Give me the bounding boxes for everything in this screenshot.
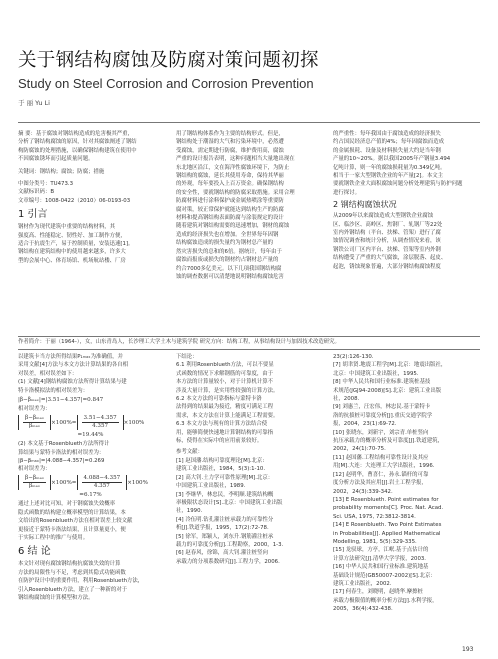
body-line: 进行探讨。: [333, 189, 360, 196]
paper-title-cn: 关于钢结构腐蚀及防腐对策问题初探: [18, 50, 319, 71]
author-divider-top: [18, 336, 480, 337]
body-line: 相当于一家大型钢铁企业的年产量[2]。本文主: [333, 173, 444, 180]
reference-item: probability moments[C]. Proc. Nat. Acad.: [333, 505, 444, 512]
reference-item: 度分析方法及其应用[J].岩土工程学报，: [333, 480, 427, 487]
body-line: 用，能够简便快速地计算钢结构的可靠指: [176, 429, 274, 436]
body-line: 钢结构处于潮湿的大气和污染环境中，必然遭: [176, 139, 284, 146]
author-note: 作者简介：于丽（1964-），女，山东青岛人，长沙理工大学土木与建筑学院 研究方向：结构工程，从事结构设计与加固技术改造研究。: [18, 339, 340, 345]
reference-item: 载力的可靠度分析[J].工程勘察，2000，1-3.: [176, 541, 284, 548]
lower-column-3: [333, 353, 480, 643]
body-line: 相对误差为：: [18, 466, 51, 473]
document-code: 文献标识码：B: [18, 189, 55, 196]
reference-item: 用[M].大连：大连理工大学出版社，1996.: [333, 463, 435, 470]
intro-column-2: [176, 130, 321, 335]
body-line: 约占国民经济总产值的4%；每年因腐蚀而造成: [333, 139, 444, 146]
section-1-body: [18, 223, 163, 265]
body-line: 受腐蚀，需定期进行防腐，维护费用高，腐蚀: [176, 147, 284, 154]
body-line: 方法的局限性与不足，考虑到其隐式功能函数: [18, 569, 126, 576]
abstract-line: 分析了钢结构腐蚀的原因，针对其腐蚀阐述了钢结: [18, 139, 137, 146]
body-line: 约合7000多亿美元。以下几项我国钢结构腐: [176, 265, 282, 272]
author-line: 于 丽 Yu Li: [18, 99, 50, 107]
reference-item: [9] 刘惠兰，汪宏伟，林忠民.基于蒙特卡: [333, 404, 431, 411]
reference-item: 北京：中国建筑工业出版社，1995.: [333, 370, 419, 377]
keywords: 关键词：钢结构；腐蚀；防腐；措施: [18, 168, 105, 175]
formula-1-denominator: 4.357: [92, 422, 109, 429]
reference-item: [14] E Rosenblueth. Two Point Estimates: [333, 522, 442, 529]
page-number: 193: [462, 646, 474, 653]
reference-item: in Probabilities[J]. Applied Mathematical: [333, 530, 441, 537]
reference-item: Sci. USA, 1975, 72:3812-3814.: [333, 513, 416, 520]
lower-column-2: [176, 353, 321, 643]
body-line: 腐对策，较正常保护就能达到结构生产的防腐: [176, 206, 284, 213]
body-line: 更接近于蒙特卡洛法结果，且计算量更小，便: [18, 526, 126, 533]
reference-item: 2002，24(1):70-75.: [333, 446, 386, 453]
body-line: 式函数的情况下求解钢筋的可靠度，由于: [176, 370, 274, 377]
reference-item: 承载力的分项系数研究[J].工程力学，2006.: [176, 558, 280, 565]
references-list-2: [333, 353, 480, 614]
reference-item: [11] 赵国藩.工程结构可靠性设计及其应: [333, 454, 429, 461]
body-line: 起泡，锈蚀现象普遍，大部分钢结构腐蚀程度: [333, 263, 441, 270]
body-line: 钢材作为现代建筑中重要的结构材料，其: [18, 224, 116, 231]
reference-item: [16] 中华人民共和国行业标准.建筑地基: [333, 564, 429, 571]
header-divider: [18, 122, 480, 123]
reference-item: 率极限状态设计[S].北京：中国建筑工业出版: [176, 499, 283, 506]
reference-item: 基础设计规范(GB50007-2002)[S].北京：: [333, 572, 436, 579]
reference-item: [7] 胡聿贤.地震工程学[M].北京：地震出版社，: [333, 362, 447, 369]
author-divider-bottom: [18, 349, 480, 350]
abstract-line: 不因腐蚀锈坏而引起质量问题。: [18, 156, 94, 163]
formula-2: $\frac{\text{β−βₘₐₓ}}{\text{βₘₐₓ}}$ ×100%= $\frac{4.088-4.357}{4.357}$ ×100%: [18, 475, 163, 490]
reference-item: [17] 何春生，刘晓明，赵晓华.摩擦桩: [333, 589, 423, 596]
body-line: 东北地区沿江，文在海洋性腐蚀环境下，为防止: [176, 164, 290, 171]
body-line: (2) 本文基于Rosenblueth方法所得计: [18, 441, 110, 448]
references-list-1: [176, 457, 321, 566]
reference-item: [13] E Rosenblueth. Point estimates for: [333, 496, 439, 503]
body-line: 钢结构的腐蚀，延长其使用寿命，保持其华丽: [176, 173, 284, 180]
reference-item: 建筑工业出版社，2002.: [333, 580, 392, 587]
body-line: 于实际工程中的推广与使用。: [18, 534, 89, 541]
paper-title-en: Study on Steel Corrosion and Corrosion Prevention: [18, 76, 314, 91]
abstract-line: 摘 要：基于腐蚀对钢结构造成的危害极其严重，: [18, 131, 133, 137]
references-title: 参考文献：: [176, 449, 203, 456]
body-line: 引入Rosenblueth方法，建立了一种新的对于: [18, 586, 127, 593]
body-line: 然灾害损失的总和的6倍。据统计，每年由于: [176, 248, 282, 255]
body-line: 6.2 本文方法的可靠指标与蒙特卡洛: [176, 396, 262, 403]
section-1-title: 1 引言: [18, 209, 48, 221]
body-line: 结构遭受了严重的大气腐蚀，涂层脱落、起皮、: [333, 255, 447, 262]
body-line: 亿吨计算，则一年的腐蚀损耗量为0.349亿吨。: [333, 164, 446, 171]
body-line: 标，使得在实际中的应用前景较好。: [176, 438, 263, 445]
body-line: 产量的10~20%。据以我国2005年产钢量3.494: [333, 156, 451, 163]
body-line: 隐式函数的结构建立概率模型的计算结果，本: [18, 509, 126, 516]
reference-item: Modelling, 1981, 5(5):329-335.: [333, 538, 417, 545]
reference-item: [15] 龙驭球，方亭，江岷.基于点估计的: [333, 547, 429, 554]
body-line: 钢结构腐蚀的计算模型和方法。: [18, 594, 94, 601]
body-line: 腐蚀而报废或损失的钢材约占钢材总产量的: [176, 257, 279, 264]
reference-item: 析[J].铁道学报，1995，17(2):72-78.: [176, 525, 269, 532]
body-line: 对误差，相对误差如下：: [18, 370, 78, 377]
section-2-title: 2 钢结构腐蚀状况: [333, 200, 397, 210]
body-line: 材料和提高钢结构表面防腐与涂装规定的设计: [176, 215, 284, 222]
reference-item: 抗压承载力的概率分析及可靠度[J].铁道建筑，: [333, 438, 443, 445]
body-line: 的安全性，要就钢结构的防腐采取措施。采用合理: [176, 189, 295, 196]
body-line: (1) 文献[4]钢结构腐蚀方法所得计算结果与建: [18, 379, 127, 386]
body-line: 防腐材料进行涂料保护或金属热喷涂等重要防: [176, 198, 284, 205]
reference-item: [4] 冷伍明.钻孔灌注桩承载力的可靠性分: [176, 516, 274, 523]
reference-item: [5] 徐军，郑颖人，刘东升.钢筋灌注桩承: [176, 533, 274, 540]
formula-1-result: =19.44%: [77, 431, 104, 438]
body-line: 蚀的调查数据可以清楚地说明钢结构腐蚀危害: [176, 273, 284, 280]
body-line: 适合于抗震生产，易于控制质量，安装迅速[1]。: [18, 241, 134, 248]
reference-item: 建筑工业出版社，1984，5(3):1-10.: [176, 466, 266, 473]
body-line: 强度高、性能稳定、韧性好、加工制作方便，: [18, 232, 126, 239]
body-line: 涉及大量计算，是实用性较强的计算方法。: [176, 387, 279, 394]
formula-2-result: =6.17%: [79, 491, 102, 498]
reference-item: 社，2008.: [333, 396, 360, 403]
conclusion-text: [176, 353, 321, 445]
body-line: 在防护设计中的重要作用，利用Rosenblueth方法，: [18, 578, 144, 585]
formula-1-label: 相对误差为：: [18, 406, 51, 413]
body-line: 造成的经济损失也在增加。全世界每年因钢: [176, 231, 279, 238]
body-line: 特卡洛模拟法的相对误差为：: [18, 387, 89, 394]
body-line: 钢铁公司厂区内平台、扶梯、管架等室内外钢: [333, 246, 441, 253]
lower-column-1: [18, 353, 163, 643]
reference-item: [2] 高大钊.土力学可靠性原理[M].北京：: [176, 474, 274, 481]
clc-number: 中图分类号：TU473.3: [18, 181, 74, 188]
intro-text-2: [176, 130, 321, 222]
body-line: 随着建筑对钢结构需要的迅速增加，钢材的腐蚀: [176, 223, 290, 230]
body-line: 室内外钢结构（平台、扶梯、管架）进行了腐: [333, 230, 441, 237]
formula-1-abs: |β−βₘₐₓ|=|3.51−4.357|=0.847: [18, 397, 104, 404]
section-2-body: [333, 212, 480, 271]
body-line: 下结论：: [176, 354, 198, 360]
reference-item: 2002，24(3):339-342.: [333, 488, 393, 495]
body-line: 结构腐蚀造成的损失量约为钢材总产量的: [176, 240, 274, 247]
reference-item: 2005，36(4):432-438.: [333, 606, 393, 613]
body-line: 通过上述对比可知，对于钢腐蚀失效概率: [18, 501, 116, 508]
body-line: 的金属损耗、设备及材料损失量大约是当年钢: [333, 147, 441, 154]
lower-col1-text-d: [18, 560, 163, 602]
body-line: 要就钢铁企业大面积腐蚀问题分析处理建筑与防护问题: [333, 181, 463, 188]
reference-item: [3] 李继华，林忠民，李明顺.建筑结构概: [176, 491, 274, 498]
reference-item: 计算方法研究[J].清华大学学报，2003.: [333, 555, 427, 562]
body-line: |β−βₘₐₓ|=|4.088−4.357|=0.269: [18, 458, 105, 465]
body-line: 本文针对现有腐蚀钢结构抗腐蚀失效的计算: [18, 561, 121, 568]
reference-item: 承载力极限值的概率分析方法[J].水利学报，: [333, 597, 438, 604]
intro-text-3: [333, 130, 480, 197]
body-line: 法得到的结果最为接近，精度可满足工程: [176, 404, 274, 411]
body-line: 的严重性：每年我国由于腐蚀造成的经济损失: [333, 131, 441, 137]
formula-1-numerator: 3.51−4.357: [83, 414, 117, 421]
reference-item: 报，2004，23(1):69-72.: [333, 421, 397, 428]
body-line: 严重的设计报告表明，这种问题相当大量地出现在: [176, 156, 295, 163]
lower-col1-text-a: [18, 353, 163, 395]
reference-item: 社，1990.: [176, 508, 203, 515]
body-line: 区、临沙区、高岭区、焦钢厂、轧钢厂等22处: [333, 221, 443, 228]
reference-item: 洛的抗拔桩可靠度分析[J].重庆交通学院学: [333, 412, 433, 419]
reference-item: [6] 赵春风，徐锦，高大钊.灌注桩竖向: [176, 550, 268, 557]
reference-item: 23(2):126-130.: [333, 354, 374, 360]
reference-item: 术规范(JGJ94-2008)[S].北京：建筑工业出版: [333, 387, 442, 394]
article-number: 文章编号：1008-0422（2010）06-0193-03: [18, 197, 131, 204]
intro-text-2b: [176, 222, 321, 281]
body-line: 以建筑卡当方法所得结果P₁ₘₐₓ为准确值，并: [18, 354, 123, 360]
formula-1: $\frac{\text{β−βₘₐₓ}}{\text{βₘₐₓ}}$ ×100%= $\frac{3.51-4.357}{4.357}$ ×100%: [18, 415, 163, 430]
reference-item: [8] 中华人民共和国行业标准.建筑桩基技: [333, 379, 431, 386]
formula-2-denominator: 4.357: [93, 482, 110, 489]
reference-item: [10] 张晓东，刘新宇，刘宗青.单桩竖向: [333, 429, 429, 436]
body-line: 蚀情况调查和统计分析，从调查情况来看，该: [333, 238, 441, 245]
section-conclusion-title: 6 结 论: [18, 546, 51, 558]
lower-col1-text-b: [18, 440, 163, 474]
body-line: 需求，本文方法在计算上能满足工程需要。: [176, 412, 279, 419]
intro-column-3: [333, 130, 480, 335]
reference-item: [12] 赵明华，曹喜仁，孙永.锚杆的可靠: [333, 471, 429, 478]
abstract-column: [18, 130, 163, 335]
reference-item: 中国建筑工业出版社，1989.: [176, 483, 246, 490]
body-line: 算结果与蒙特卡洛法的相对误差为：: [18, 449, 105, 456]
body-line: 用了钢结构体系作为主要的结构形式。但是，: [176, 131, 284, 137]
body-line: 从2009年以来腐蚀造成大型钢铁企业腐蚀: [333, 213, 433, 220]
formula-2-numerator: 4.088−4.357: [83, 474, 121, 481]
body-line: 的外观，每年要投入上百万资金。确保钢结构: [176, 181, 284, 188]
body-line: 本方法的计算量较小，对于计算机计算不: [176, 379, 274, 386]
body-line: 钢结构在建筑结构中的使用越来越多，许多大: [18, 249, 126, 256]
body-line: 6.3 本文方法与现有的计算方法结合使: [176, 421, 268, 428]
abstract-line: 构防腐蚀的处理措施，以确保钢结构建筑在使用中: [18, 147, 137, 154]
abstract-block: [18, 130, 163, 164]
reference-item: [1] 赵国藩.结构可靠度理论[M].北京:: [176, 457, 265, 464]
body-line: 6.1 利用Rosenblueth方法，可以不要显: [176, 362, 274, 369]
body-line: 型的会展中心、体育场馆、机场航站楼、厂房: [18, 257, 126, 264]
lower-col1-text-c: [18, 500, 163, 542]
body-line: 采用文献[4]方法与本文方法计算结果的各自相: [18, 362, 129, 369]
body-line: 文给出的Rosenblueth方法在相对误差上较文献: [18, 518, 133, 525]
